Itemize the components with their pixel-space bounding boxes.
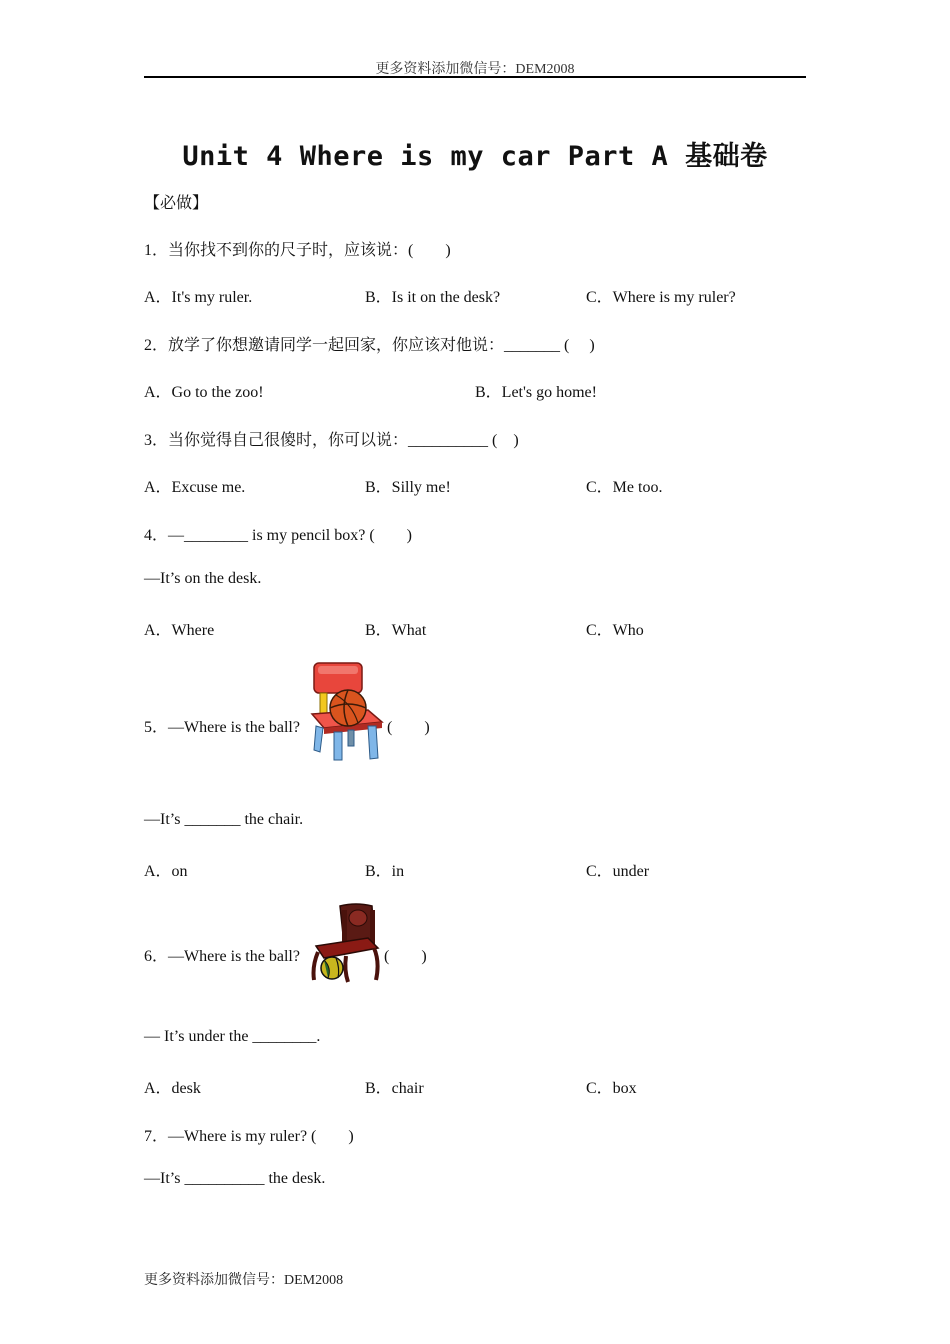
q5-option-c: C．under (586, 863, 650, 880)
q6-option-c: C．box (586, 1080, 637, 1097)
q6-paren: ( ) (384, 948, 427, 965)
q7-stem: 7．—Where is my ruler? ( ) (144, 1128, 354, 1145)
q6-stem: 6．—Where is the ball? (144, 948, 300, 965)
q6-answer: — It’s under the ________. (144, 1028, 321, 1045)
chair-with-ball-on-seat-image (308, 660, 388, 766)
q4-option-b: B．What (365, 622, 427, 639)
q1-option-b: B．Is it on the desk? (365, 289, 501, 306)
q7-answer: —It’s __________ the desk. (144, 1170, 326, 1187)
q1-option-c: C．Where is my ruler? (586, 289, 736, 306)
q3-stem: 3．当你觉得自己很傻时，你可以说：__________ ( ) (144, 432, 519, 449)
q1-stem: 1．当你找不到你的尺子时，应该说：( ) (144, 242, 451, 259)
q4-option-c: C．Who (586, 622, 644, 639)
q4-stem: 4．—________ is my pencil box? ( ) (144, 527, 412, 544)
q4-answer: —It’s on the desk. (144, 570, 262, 587)
q3-option-b: B．Silly me! (365, 479, 451, 496)
q6-option-b: B．chair (365, 1080, 424, 1097)
q3-option-a: A．Excuse me. (144, 479, 246, 496)
section-label: 【必做】 (144, 195, 209, 212)
page-footer: 更多资料添加微信号：DEM2008 (144, 1273, 344, 1288)
q5-option-b: B．in (365, 863, 405, 880)
page-header: 更多资料添加微信号：DEM2008 (375, 62, 575, 77)
q5-paren: ( ) (387, 719, 430, 736)
chair-with-ball-under-image (310, 902, 382, 984)
q4-option-a: A．Where (144, 622, 215, 639)
q2-option-b: B．Let's go home! (475, 384, 597, 401)
q5-stem: 5．—Where is the ball? (144, 719, 300, 736)
page-title: Unit 4 Where is my car Part A 基础卷 (182, 141, 768, 172)
q2-option-a: A．Go to the zoo! (144, 384, 264, 401)
q5-option-a: A．on (144, 863, 188, 880)
header-rule (144, 76, 806, 78)
q1-option-a: A．It's my ruler. (144, 289, 253, 306)
q3-option-c: C．Me too. (586, 479, 663, 496)
q2-stem: 2．放学了你想邀请同学一起回家，你应该对他说：_______ ( ) (144, 337, 595, 354)
q6-option-a: A．desk (144, 1080, 201, 1097)
q5-answer: —It’s _______ the chair. (144, 811, 304, 828)
